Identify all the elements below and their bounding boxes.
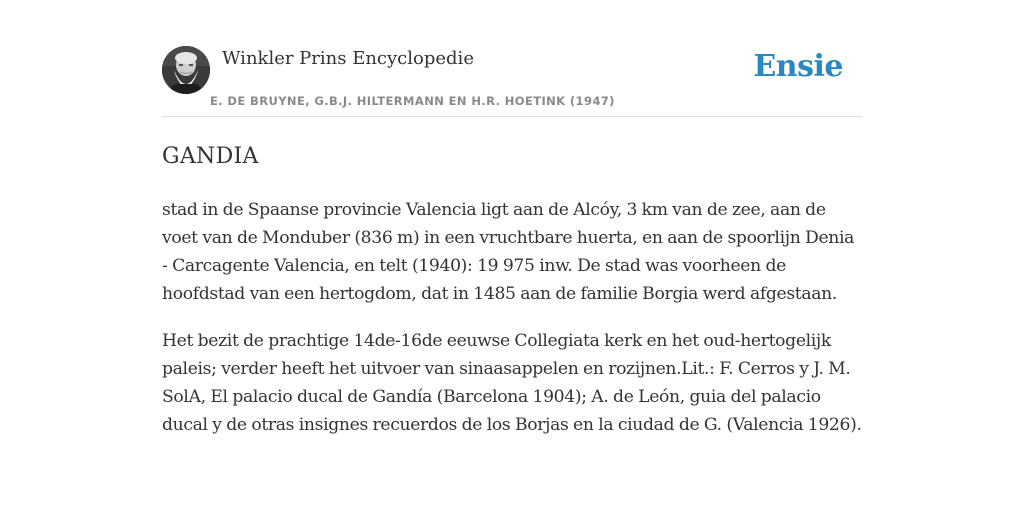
author-avatar[interactable]	[162, 46, 210, 94]
bearded-man-portrait-icon	[162, 46, 210, 94]
entry-paragraph: stad in de Spaanse provincie Valencia ligt aan de Alcóy, 3 km van de zee, aan de voet van de Monduber (836 m) in een vruchtbare huerta, en aan de spoorlijn Denia - Carcagente Valencia, en telt (1940): 19 975 inw. De stad was voorheen de hoofdstad van een hertogdom, dat in 1485 aan de familie Borgia werd afgestaan.	[162, 200, 855, 304]
publication-header	[162, 46, 862, 117]
publication-title[interactable]: Winkler Prins Encyclopedie	[222, 48, 474, 69]
entry-paragraph: Het bezit de prachtige 14de-16de eeuwse Collegiata kerk en het oud-hertogelijk paleis; verder heeft het uitvoer van sinaasappelen en rozijnen.Lit.: F. Cerros y J. M. SolA, El palacio ducal de Gandía (Barcelona 1904); A. de León, guia del palacio ducal y de otras insignes recuerdos de los Borjas en la ciudad de G. (Valencia 1926).	[162, 331, 862, 435]
entry-title: GANDIA	[162, 144, 259, 169]
entry-card	[162, 46, 862, 439]
publication-authors: E. DE BRUYNE, G.B.J. HILTERMANN EN H.R. HOETINK (1947)	[210, 94, 615, 108]
ensie-logo[interactable]: Ensie	[753, 49, 843, 84]
